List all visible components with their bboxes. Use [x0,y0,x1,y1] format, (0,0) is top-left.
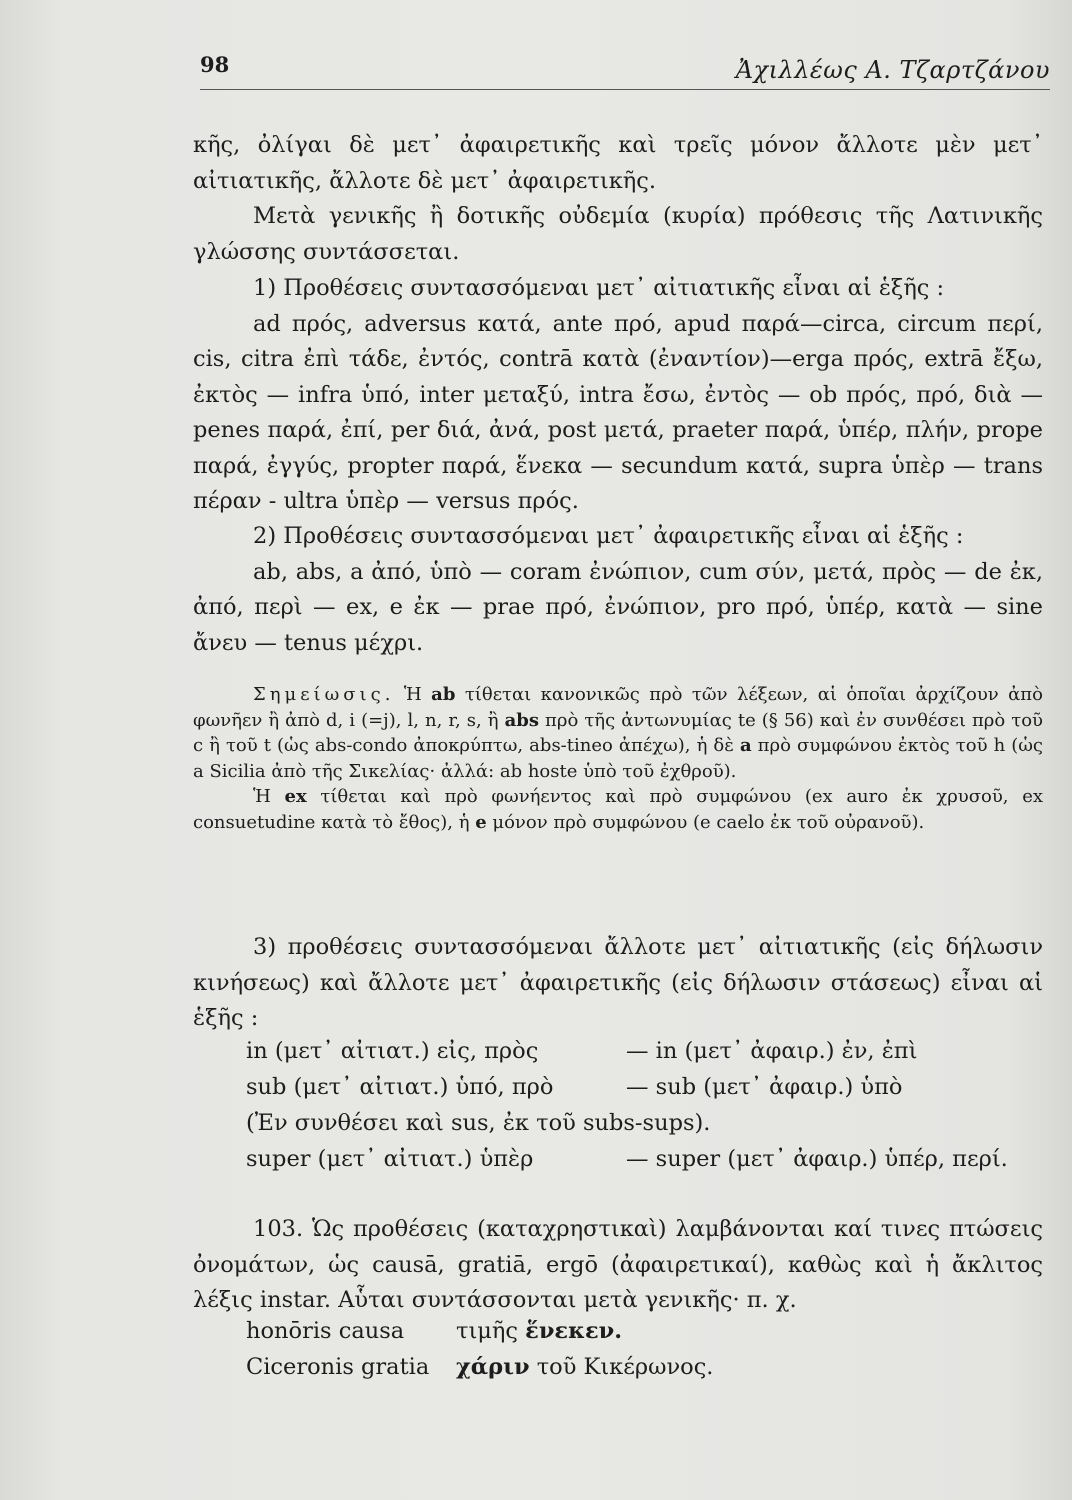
row-left: (Ἐν συνθέσει καὶ sus, ἐκ τοῦ subs-sups). [246,1110,711,1136]
row-right: — super (μετ᾽ ἀφαιρ.) ὑπέρ, περί. [626,1146,1008,1172]
section-103 [193,1212,1043,1319]
section-2 [193,519,1043,661]
example-row [246,1318,1046,1354]
page-number: 98 [200,52,230,77]
table-row [246,1110,1046,1146]
row-right: — in (μετ᾽ ἀφαιρ.) ἐν, ἐπὶ [626,1038,918,1064]
section-1 [193,271,1043,520]
section-2-list: ab, abs, a ἀπό, ὑπὸ — coram ἐνώπιον, cum σύν, μετά, πρὸς — de ἐκ, ἀπό, περὶ — ex, e ἐκ — prae πρό, ἐνώπιον, pro πρό, ὑπέρ, κατὰ — sine ἄνευ — tenus μέχρι. [193,558,1043,656]
note-paragraph-1: Σημείωσις. Ἡ ab τίθεται κανονικῶς πρὸ τῶν λέξεων, αἱ ὁποῖαι ἀρχίζουν ἀπὸ φωνῆεν ἢ ἀπὸ d, i (=j), l, n, r, s, ἢ abs πρὸ τῆς ἀντωνυμίας te (§ 56) καὶ ἐν συνθέσει πρὸ τοῦ c ἢ τοῦ t (ὡς abs-condo ἀποκρύπτω, abs-tineo ἀπέχω), ἡ δὲ a πρὸ συμφώνου ἐκτὸς τοῦ h (ὡς a Sicilia ἀπὸ τῆς Σικελίας· ἀλλά: ab hoste ὑπὸ τοῦ ἐχθροῦ). [193,684,1044,782]
section-3 [193,930,1043,1037]
table-row [246,1038,1046,1074]
section-103-examples [246,1318,1046,1390]
section-1-heading: 1) Προθέσεις συντασσόμεναι μετ᾽ αἰτιατικῆς εἶναι αἱ ἑξῆς : [253,275,945,301]
row-left: super (μετ᾽ αἰτιατ.) ὑπὲρ [246,1146,534,1172]
running-head-author: Ἀχιλλέως Α. Τζαρτζάνου [735,56,1050,84]
row-left: sub (μετ᾽ αἰτιατ.) ὑπό, πρὸ [246,1074,554,1100]
example-latin: Ciceronis gratia [246,1354,430,1380]
example-latin: honōris causa [246,1318,405,1344]
row-right: — sub (μετ᾽ ἀφαιρ.) ὑπὸ [626,1074,903,1100]
note-paragraph-2: Ἡ ex τίθεται καὶ πρὸ φωνήεντος καὶ πρὸ συμφώνου (ex auro ἐκ χρυσοῦ, ex consuetudine κατὰ τὸ ἔθος), ἡ e μόνον πρὸ συμφώνου (e caelo ἐκ τοῦ οὐρανοῦ). [193,786,1043,833]
example-greek: τιμῆς ἕνεκεν. [456,1318,623,1344]
row-left: in (μετ᾽ αἰτιατ.) εἰς, πρὸς [246,1038,539,1064]
section-3-heading: 3) προθέσεις συντασσόμεναι ἄλλοτε μετ᾽ αἰτιατικῆς (εἰς δήλωσιν κινήσεως) καὶ ἄλλοτε μετ᾽ ἀφαιρετικῆς (εἰς δήλωσιν στάσεως) εἶναι αἱ ἑξῆς : [193,934,1043,1031]
example-row [246,1354,1046,1390]
intro-paragraph: Μετὰ γενικῆς ἢ δοτικῆς οὐδεμία (κυρία) πρόθεσις τῆς Λατινικῆς γλώσσης συντάσσεται. [193,203,1043,265]
section-3-table [246,1038,1046,1182]
section-1-list: ad πρός, adversus κατά, ante πρό, apud παρά—circa, circum περί, cis, citra ἐπὶ τάδε, ἐντός, contrā κατὰ (ἐναντίον)—erga πρός, extrā ἔξω, ἐκτὸς — infra ὑπό, inter μεταξύ, intra ἔσω, ἐντὸς — ob πρός, πρό, διὰ — penes παρά, ἐπί, per διά, ἀνά, post μετά, praeter παρά, ὑπέρ, πλήν, prope παρά, ἐγγύς, propter παρά, ἕνεκα — secundum κατά, supra ὑπὲρ — trans πέραν - ultra ὑπὲρ — versus πρός. [193,310,1043,514]
header-rule [200,89,1050,90]
table-row [246,1146,1046,1182]
note-block [193,682,1043,835]
page-header [200,46,1050,90]
table-row [246,1074,1046,1110]
section-103-paragraph: 103. Ὡς προθέσεις (καταχρηστικαὶ) λαμβάνονται καί τινες πτώσεις ὀνομάτων, ὡς causā, gratiā, ergō (ἀφαιρετικαί), καθὼς καὶ ἡ ἄκλιτος λέξις instar. Αὗται συντάσσονται μετὰ γενικῆς· π. χ. [193,1216,1043,1313]
note-label: Σημείωσις. [253,684,395,705]
intro-paragraphs [193,128,1043,270]
example-greek: χάριν τοῦ Κικέρωνος. [456,1354,714,1380]
section-2-heading: 2) Προθέσεις συντασσόμεναι μετ᾽ ἀφαιρετικῆς εἶναι αἱ ἑξῆς : [253,523,964,549]
intro-continuation: κῆς, ὀλίγαι δὲ μετ᾽ ἀφαιρετικῆς καὶ τρεῖς μόνον ἄλλοτε μὲν μετ᾽ αἰτιατικῆς, ἄλλοτε δὲ μετ᾽ ἀφαιρετικῆς. [193,132,1043,194]
